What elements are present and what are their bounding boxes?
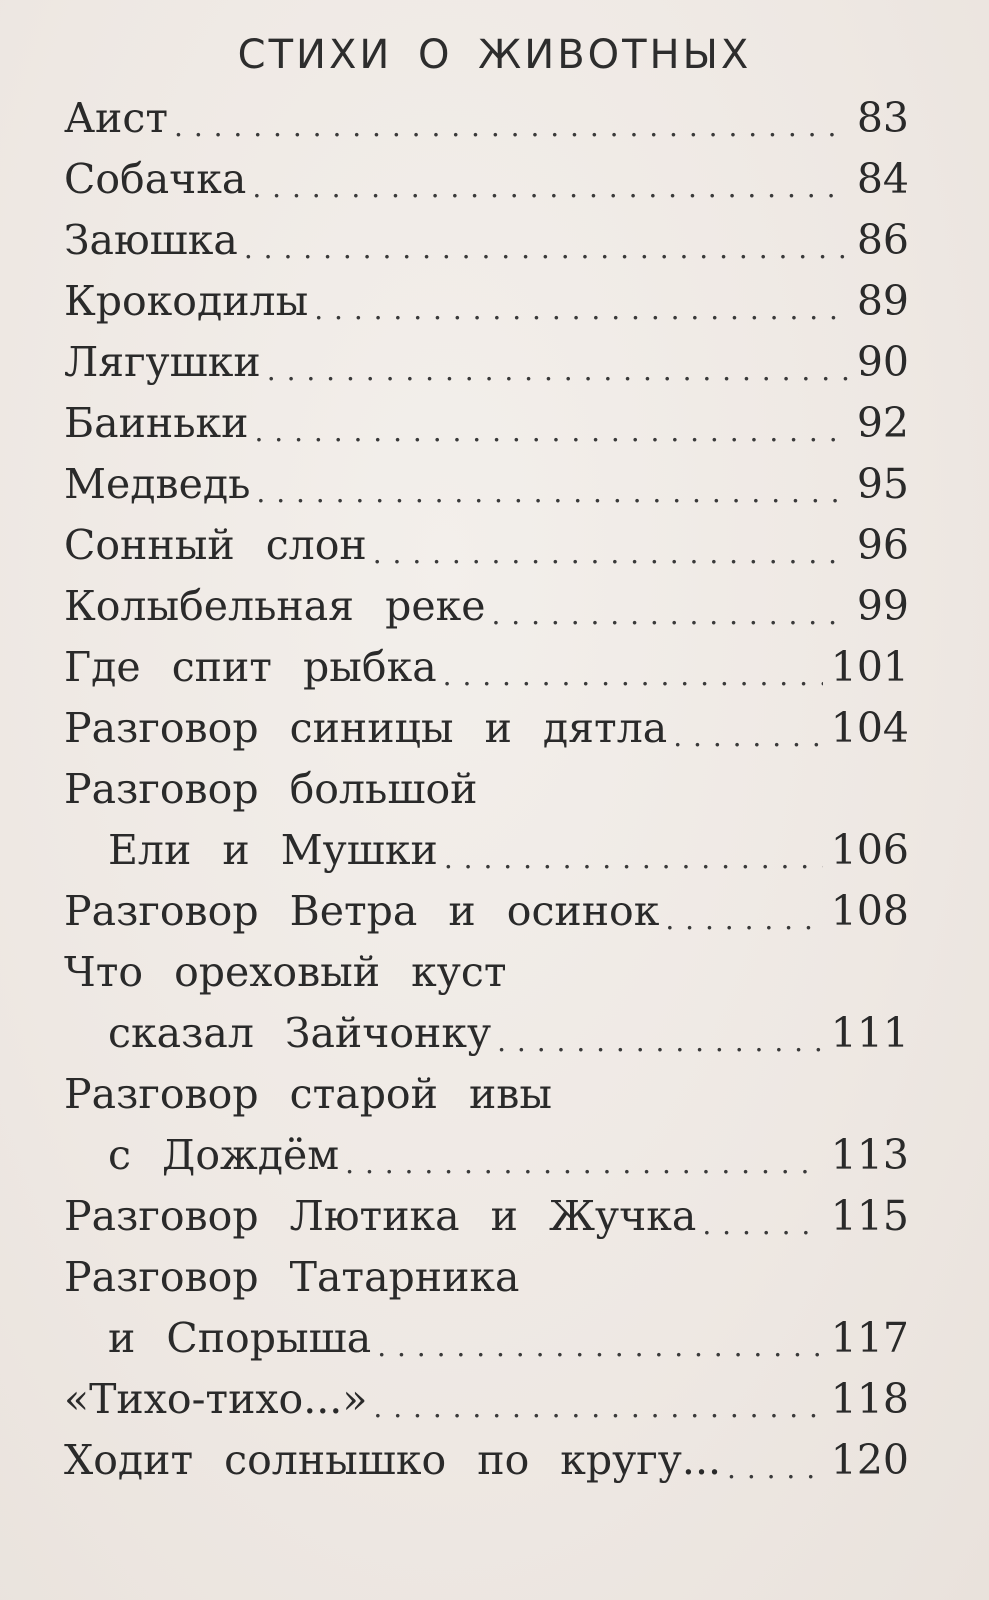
dot-leader xyxy=(255,393,849,454)
toc-entry-continuation xyxy=(64,1308,909,1369)
dot-leader xyxy=(497,1003,823,1064)
toc-entry-title: Баиньки xyxy=(64,399,249,447)
toc-entry-page: 96 xyxy=(856,521,909,569)
toc-entry-title: Разговор большой xyxy=(64,765,478,813)
toc-entry-title: Разговор синицы и дятла xyxy=(64,704,668,752)
toc-entry xyxy=(64,88,909,149)
dot-leader xyxy=(377,1308,823,1369)
toc-entry-title: Лягушки xyxy=(64,338,261,386)
toc-entry xyxy=(64,393,909,454)
dot-leader xyxy=(267,332,849,393)
toc-entry-title: Аист xyxy=(64,94,169,142)
toc-entry xyxy=(64,698,909,759)
toc-entry-page: 83 xyxy=(856,94,909,142)
dot-leader xyxy=(174,88,849,149)
toc-entry-continuation xyxy=(64,1003,909,1064)
dot-leader xyxy=(727,1430,823,1491)
dot-leader xyxy=(665,881,822,942)
dot-leader xyxy=(314,271,849,332)
toc-entry xyxy=(64,149,909,210)
dot-leader xyxy=(702,1186,822,1247)
toc-entry-continuation xyxy=(64,1125,909,1186)
dot-leader xyxy=(444,820,823,881)
dot-leader xyxy=(443,637,823,698)
toc-entry-title: Разговор Лютика и Жучка xyxy=(64,1192,697,1240)
toc-entry-page: 104 xyxy=(830,704,909,752)
toc-entry xyxy=(64,210,909,271)
toc-entry-title: сказал Зайчонку xyxy=(108,1009,492,1057)
toc-entry-page: 86 xyxy=(856,216,909,264)
toc-entry-title: Сонный слон xyxy=(64,521,367,569)
toc-entry-page: 115 xyxy=(830,1192,909,1240)
toc-entry-title: Разговор старой ивы xyxy=(64,1070,553,1118)
toc-entry xyxy=(64,637,909,698)
toc-entry-page: 117 xyxy=(830,1314,909,1362)
toc-entry-page: 89 xyxy=(856,277,909,325)
toc-entry-title: «Тихо-тихо...» xyxy=(64,1375,368,1423)
toc-entry-page: 90 xyxy=(856,338,909,386)
toc-entry xyxy=(64,454,909,515)
toc-entry-page: 106 xyxy=(830,826,909,874)
toc-entry-page: 95 xyxy=(856,460,909,508)
toc-entry-page: 111 xyxy=(830,1009,909,1057)
toc-entry-page: 99 xyxy=(856,582,909,630)
toc-entry-first-line xyxy=(64,759,909,820)
table-of-contents xyxy=(64,88,909,1491)
toc-entry xyxy=(64,1430,909,1491)
toc-entry-page: 84 xyxy=(856,155,909,203)
dot-leader xyxy=(345,1125,823,1186)
toc-entry-title: Что ореховый куст xyxy=(64,948,507,996)
toc-entry-title: Крокодилы xyxy=(64,277,309,325)
toc-entry-page: 108 xyxy=(830,887,909,935)
toc-entry-title: Собачка xyxy=(64,155,247,203)
dot-leader xyxy=(252,149,848,210)
toc-entry-title: с Дождём xyxy=(108,1131,340,1179)
dot-leader xyxy=(373,515,849,576)
toc-entry xyxy=(64,332,909,393)
toc-entry-title: Разговор Ветра и осинок xyxy=(64,887,660,935)
toc-entry-title: Ходит солнышко по кругу... xyxy=(64,1436,722,1484)
toc-entry xyxy=(64,1369,909,1430)
toc-entry-title: Заюшка xyxy=(64,216,238,264)
toc-entry-first-line xyxy=(64,1064,909,1125)
toc-entry-page: 118 xyxy=(830,1375,909,1423)
dot-leader xyxy=(373,1369,822,1430)
toc-entry xyxy=(64,515,909,576)
toc-entry-page: 101 xyxy=(830,643,909,691)
toc-entry-page: 113 xyxy=(830,1131,909,1179)
toc-entry xyxy=(64,576,909,637)
toc-entry-page: 120 xyxy=(830,1436,909,1484)
dot-leader xyxy=(256,454,848,515)
toc-entry-title: Колыбельная реке xyxy=(64,582,486,630)
toc-entry-continuation xyxy=(64,820,909,881)
toc-entry-page: 92 xyxy=(856,399,909,447)
toc-entry xyxy=(64,881,909,942)
dot-leader xyxy=(491,576,848,637)
toc-entry-title: Медведь xyxy=(64,460,251,508)
dot-leader xyxy=(244,210,849,271)
toc-entry-title: и Спорыша xyxy=(108,1314,372,1362)
toc-entry-first-line xyxy=(64,1247,909,1308)
toc-entry-first-line xyxy=(64,942,909,1003)
toc-entry xyxy=(64,1186,909,1247)
dot-leader xyxy=(673,698,823,759)
toc-entry-title: Где спит рыбка xyxy=(64,643,437,691)
toc-entry-title: Разговор Татарника xyxy=(64,1253,520,1301)
section-heading: СТИХИ О ЖИВОТНЫХ xyxy=(237,32,752,78)
toc-entry xyxy=(64,271,909,332)
toc-entry-title: Ели и Мушки xyxy=(108,826,438,874)
